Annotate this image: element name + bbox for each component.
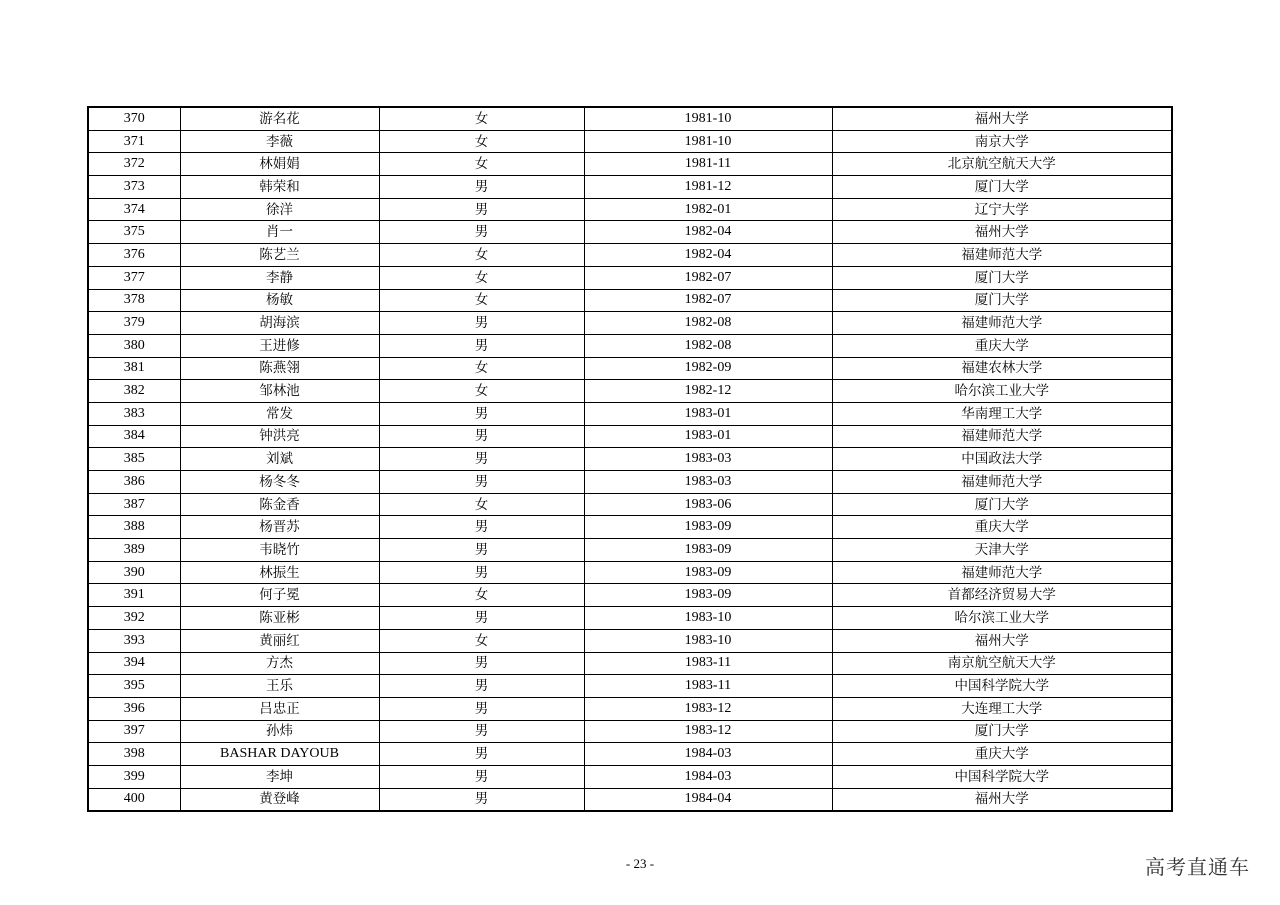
- birth-date-cell: 1982-09: [584, 357, 832, 380]
- birth-date-cell: 1982-07: [584, 289, 832, 312]
- name-cell: 王乐: [180, 675, 379, 698]
- gender-cell: 女: [379, 130, 584, 153]
- gender-cell: 男: [379, 652, 584, 675]
- name-cell: 何子冕: [180, 584, 379, 607]
- birth-date-cell: 1982-07: [584, 266, 832, 289]
- birth-date-cell: 1982-08: [584, 312, 832, 335]
- name-cell: 黄登峰: [180, 788, 379, 811]
- university-cell: 福建师范大学: [832, 312, 1172, 335]
- university-cell: 福建师范大学: [832, 425, 1172, 448]
- birth-date-cell: 1983-12: [584, 697, 832, 720]
- gender-cell: 男: [379, 176, 584, 199]
- name-cell: 李薇: [180, 130, 379, 153]
- name-cell: 陈亚彬: [180, 607, 379, 630]
- table-row: [88, 198, 1172, 221]
- table-row: [88, 743, 1172, 766]
- birth-date-cell: 1982-12: [584, 380, 832, 403]
- university-cell: 福州大学: [832, 629, 1172, 652]
- birth-date-cell: 1981-10: [584, 130, 832, 153]
- university-cell: 福建师范大学: [832, 244, 1172, 267]
- name-cell: 李静: [180, 266, 379, 289]
- table-row: [88, 289, 1172, 312]
- birth-date-cell: 1983-09: [584, 516, 832, 539]
- birth-date-cell: 1983-03: [584, 448, 832, 471]
- birth-date-cell: 1983-01: [584, 425, 832, 448]
- row-number-cell: 373: [88, 176, 180, 199]
- birth-date-cell: 1983-11: [584, 652, 832, 675]
- name-cell: 孙炜: [180, 720, 379, 743]
- gender-cell: 男: [379, 765, 584, 788]
- name-cell: 杨晋苏: [180, 516, 379, 539]
- table-row: [88, 675, 1172, 698]
- gender-cell: 女: [379, 289, 584, 312]
- table-row: [88, 516, 1172, 539]
- university-cell: 南京大学: [832, 130, 1172, 153]
- row-number-cell: 396: [88, 697, 180, 720]
- row-number-cell: 395: [88, 675, 180, 698]
- row-number-cell: 398: [88, 743, 180, 766]
- name-cell: 钟洪亮: [180, 425, 379, 448]
- name-cell: 徐洋: [180, 198, 379, 221]
- university-cell: 北京航空航天大学: [832, 153, 1172, 176]
- table-row: [88, 788, 1172, 811]
- gender-cell: 女: [379, 380, 584, 403]
- row-number-cell: 397: [88, 720, 180, 743]
- row-number-cell: 371: [88, 130, 180, 153]
- gender-cell: 女: [379, 493, 584, 516]
- row-number-cell: 377: [88, 266, 180, 289]
- row-number-cell: 386: [88, 471, 180, 494]
- row-number-cell: 379: [88, 312, 180, 335]
- name-cell: 王进修: [180, 334, 379, 357]
- name-cell: 邹林池: [180, 380, 379, 403]
- birth-date-cell: 1982-01: [584, 198, 832, 221]
- gender-cell: 女: [379, 584, 584, 607]
- watermark-text: 高考直通车: [1145, 855, 1250, 879]
- birth-date-cell: 1983-12: [584, 720, 832, 743]
- university-cell: 南京航空航天大学: [832, 652, 1172, 675]
- gender-cell: 女: [379, 153, 584, 176]
- university-cell: 首都经济贸易大学: [832, 584, 1172, 607]
- birth-date-cell: 1983-09: [584, 561, 832, 584]
- name-cell: 李坤: [180, 765, 379, 788]
- university-cell: 中国科学院大学: [832, 675, 1172, 698]
- row-number-cell: 383: [88, 402, 180, 425]
- row-number-cell: 394: [88, 652, 180, 675]
- university-cell: 厦门大学: [832, 176, 1172, 199]
- row-number-cell: 380: [88, 334, 180, 357]
- name-cell: 黄丽红: [180, 629, 379, 652]
- row-number-cell: 385: [88, 448, 180, 471]
- gender-cell: 男: [379, 607, 584, 630]
- university-cell: 厦门大学: [832, 720, 1172, 743]
- gender-cell: 男: [379, 425, 584, 448]
- table-row: [88, 312, 1172, 335]
- gender-cell: 男: [379, 743, 584, 766]
- row-number-cell: 372: [88, 153, 180, 176]
- row-number-cell: 390: [88, 561, 180, 584]
- row-number-cell: 378: [88, 289, 180, 312]
- row-number-cell: 384: [88, 425, 180, 448]
- university-cell: 哈尔滨工业大学: [832, 607, 1172, 630]
- row-number-cell: 375: [88, 221, 180, 244]
- gender-cell: 女: [379, 244, 584, 267]
- name-cell: 韩荣和: [180, 176, 379, 199]
- university-cell: 福州大学: [832, 788, 1172, 811]
- table-row: [88, 221, 1172, 244]
- table-row: [88, 357, 1172, 380]
- birth-date-cell: 1984-03: [584, 765, 832, 788]
- gender-cell: 女: [379, 107, 584, 130]
- gender-cell: 男: [379, 471, 584, 494]
- gender-cell: 男: [379, 448, 584, 471]
- birth-date-cell: 1983-09: [584, 584, 832, 607]
- birth-date-cell: 1982-08: [584, 334, 832, 357]
- row-number-cell: 381: [88, 357, 180, 380]
- table-row: [88, 493, 1172, 516]
- table-row: [88, 561, 1172, 584]
- row-number-cell: 382: [88, 380, 180, 403]
- row-number-cell: 370: [88, 107, 180, 130]
- table-row: [88, 539, 1172, 562]
- row-number-cell: 374: [88, 198, 180, 221]
- page-number: - 23 -: [625, 856, 655, 871]
- university-cell: 厦门大学: [832, 266, 1172, 289]
- university-cell: 大连理工大学: [832, 697, 1172, 720]
- table-row: [88, 607, 1172, 630]
- gender-cell: 男: [379, 675, 584, 698]
- row-number-cell: 392: [88, 607, 180, 630]
- row-number-cell: 400: [88, 788, 180, 811]
- university-cell: 中国科学院大学: [832, 765, 1172, 788]
- birth-date-cell: 1983-03: [584, 471, 832, 494]
- table-row: [88, 652, 1172, 675]
- university-cell: 中国政法大学: [832, 448, 1172, 471]
- table-row: [88, 176, 1172, 199]
- name-cell: 韦晓竹: [180, 539, 379, 562]
- university-cell: 重庆大学: [832, 516, 1172, 539]
- name-cell: 吕忠正: [180, 697, 379, 720]
- table-row: [88, 448, 1172, 471]
- birth-date-cell: 1983-06: [584, 493, 832, 516]
- birth-date-cell: 1983-09: [584, 539, 832, 562]
- name-cell: 胡海滨: [180, 312, 379, 335]
- university-cell: 福建师范大学: [832, 471, 1172, 494]
- row-number-cell: 376: [88, 244, 180, 267]
- birth-date-cell: 1982-04: [584, 244, 832, 267]
- university-cell: 重庆大学: [832, 334, 1172, 357]
- table-row: [88, 720, 1172, 743]
- table-row: [88, 765, 1172, 788]
- name-cell: 常发: [180, 402, 379, 425]
- row-number-cell: 389: [88, 539, 180, 562]
- table-row: [88, 425, 1172, 448]
- birth-date-cell: 1984-03: [584, 743, 832, 766]
- birth-date-cell: 1981-11: [584, 153, 832, 176]
- name-cell: 陈燕翎: [180, 357, 379, 380]
- roster-body: [88, 107, 1172, 811]
- university-cell: 福州大学: [832, 107, 1172, 130]
- university-cell: 厦门大学: [832, 289, 1172, 312]
- table-row: [88, 266, 1172, 289]
- university-cell: 重庆大学: [832, 743, 1172, 766]
- gender-cell: 男: [379, 788, 584, 811]
- university-cell: 福州大学: [832, 221, 1172, 244]
- name-cell: 林振生: [180, 561, 379, 584]
- birth-date-cell: 1983-01: [584, 402, 832, 425]
- gender-cell: 男: [379, 561, 584, 584]
- gender-cell: 男: [379, 720, 584, 743]
- gender-cell: 男: [379, 697, 584, 720]
- name-cell: 杨冬冬: [180, 471, 379, 494]
- gender-cell: 女: [379, 357, 584, 380]
- name-cell: 林娟娟: [180, 153, 379, 176]
- table-row: [88, 153, 1172, 176]
- university-cell: 福建农林大学: [832, 357, 1172, 380]
- university-cell: 华南理工大学: [832, 402, 1172, 425]
- name-cell: 陈艺兰: [180, 244, 379, 267]
- roster-table: [87, 106, 1173, 812]
- name-cell: BASHAR DAYOUB: [180, 743, 379, 766]
- table-row: [88, 629, 1172, 652]
- university-cell: 厦门大学: [832, 493, 1172, 516]
- row-number-cell: 387: [88, 493, 180, 516]
- birth-date-cell: 1982-04: [584, 221, 832, 244]
- table-row: [88, 244, 1172, 267]
- birth-date-cell: 1981-10: [584, 107, 832, 130]
- gender-cell: 男: [379, 198, 584, 221]
- birth-date-cell: 1981-12: [584, 176, 832, 199]
- name-cell: 肖一: [180, 221, 379, 244]
- university-cell: 福建师范大学: [832, 561, 1172, 584]
- gender-cell: 男: [379, 312, 584, 335]
- table-row: [88, 471, 1172, 494]
- table-row: [88, 107, 1172, 130]
- row-number-cell: 391: [88, 584, 180, 607]
- gender-cell: 男: [379, 402, 584, 425]
- table-row: [88, 380, 1172, 403]
- table-row: [88, 130, 1172, 153]
- gender-cell: 女: [379, 266, 584, 289]
- university-cell: 哈尔滨工业大学: [832, 380, 1172, 403]
- birth-date-cell: 1983-11: [584, 675, 832, 698]
- gender-cell: 男: [379, 334, 584, 357]
- university-cell: 辽宁大学: [832, 198, 1172, 221]
- gender-cell: 男: [379, 516, 584, 539]
- name-cell: 刘斌: [180, 448, 379, 471]
- university-cell: 天津大学: [832, 539, 1172, 562]
- name-cell: 陈金香: [180, 493, 379, 516]
- table-row: [88, 334, 1172, 357]
- gender-cell: 女: [379, 629, 584, 652]
- gender-cell: 男: [379, 221, 584, 244]
- birth-date-cell: 1983-10: [584, 629, 832, 652]
- row-number-cell: 399: [88, 765, 180, 788]
- birth-date-cell: 1983-10: [584, 607, 832, 630]
- name-cell: 游名花: [180, 107, 379, 130]
- row-number-cell: 388: [88, 516, 180, 539]
- gender-cell: 男: [379, 539, 584, 562]
- name-cell: 方杰: [180, 652, 379, 675]
- birth-date-cell: 1984-04: [584, 788, 832, 811]
- table-row: [88, 584, 1172, 607]
- table-row: [88, 402, 1172, 425]
- row-number-cell: 393: [88, 629, 180, 652]
- table-row: [88, 697, 1172, 720]
- name-cell: 杨敏: [180, 289, 379, 312]
